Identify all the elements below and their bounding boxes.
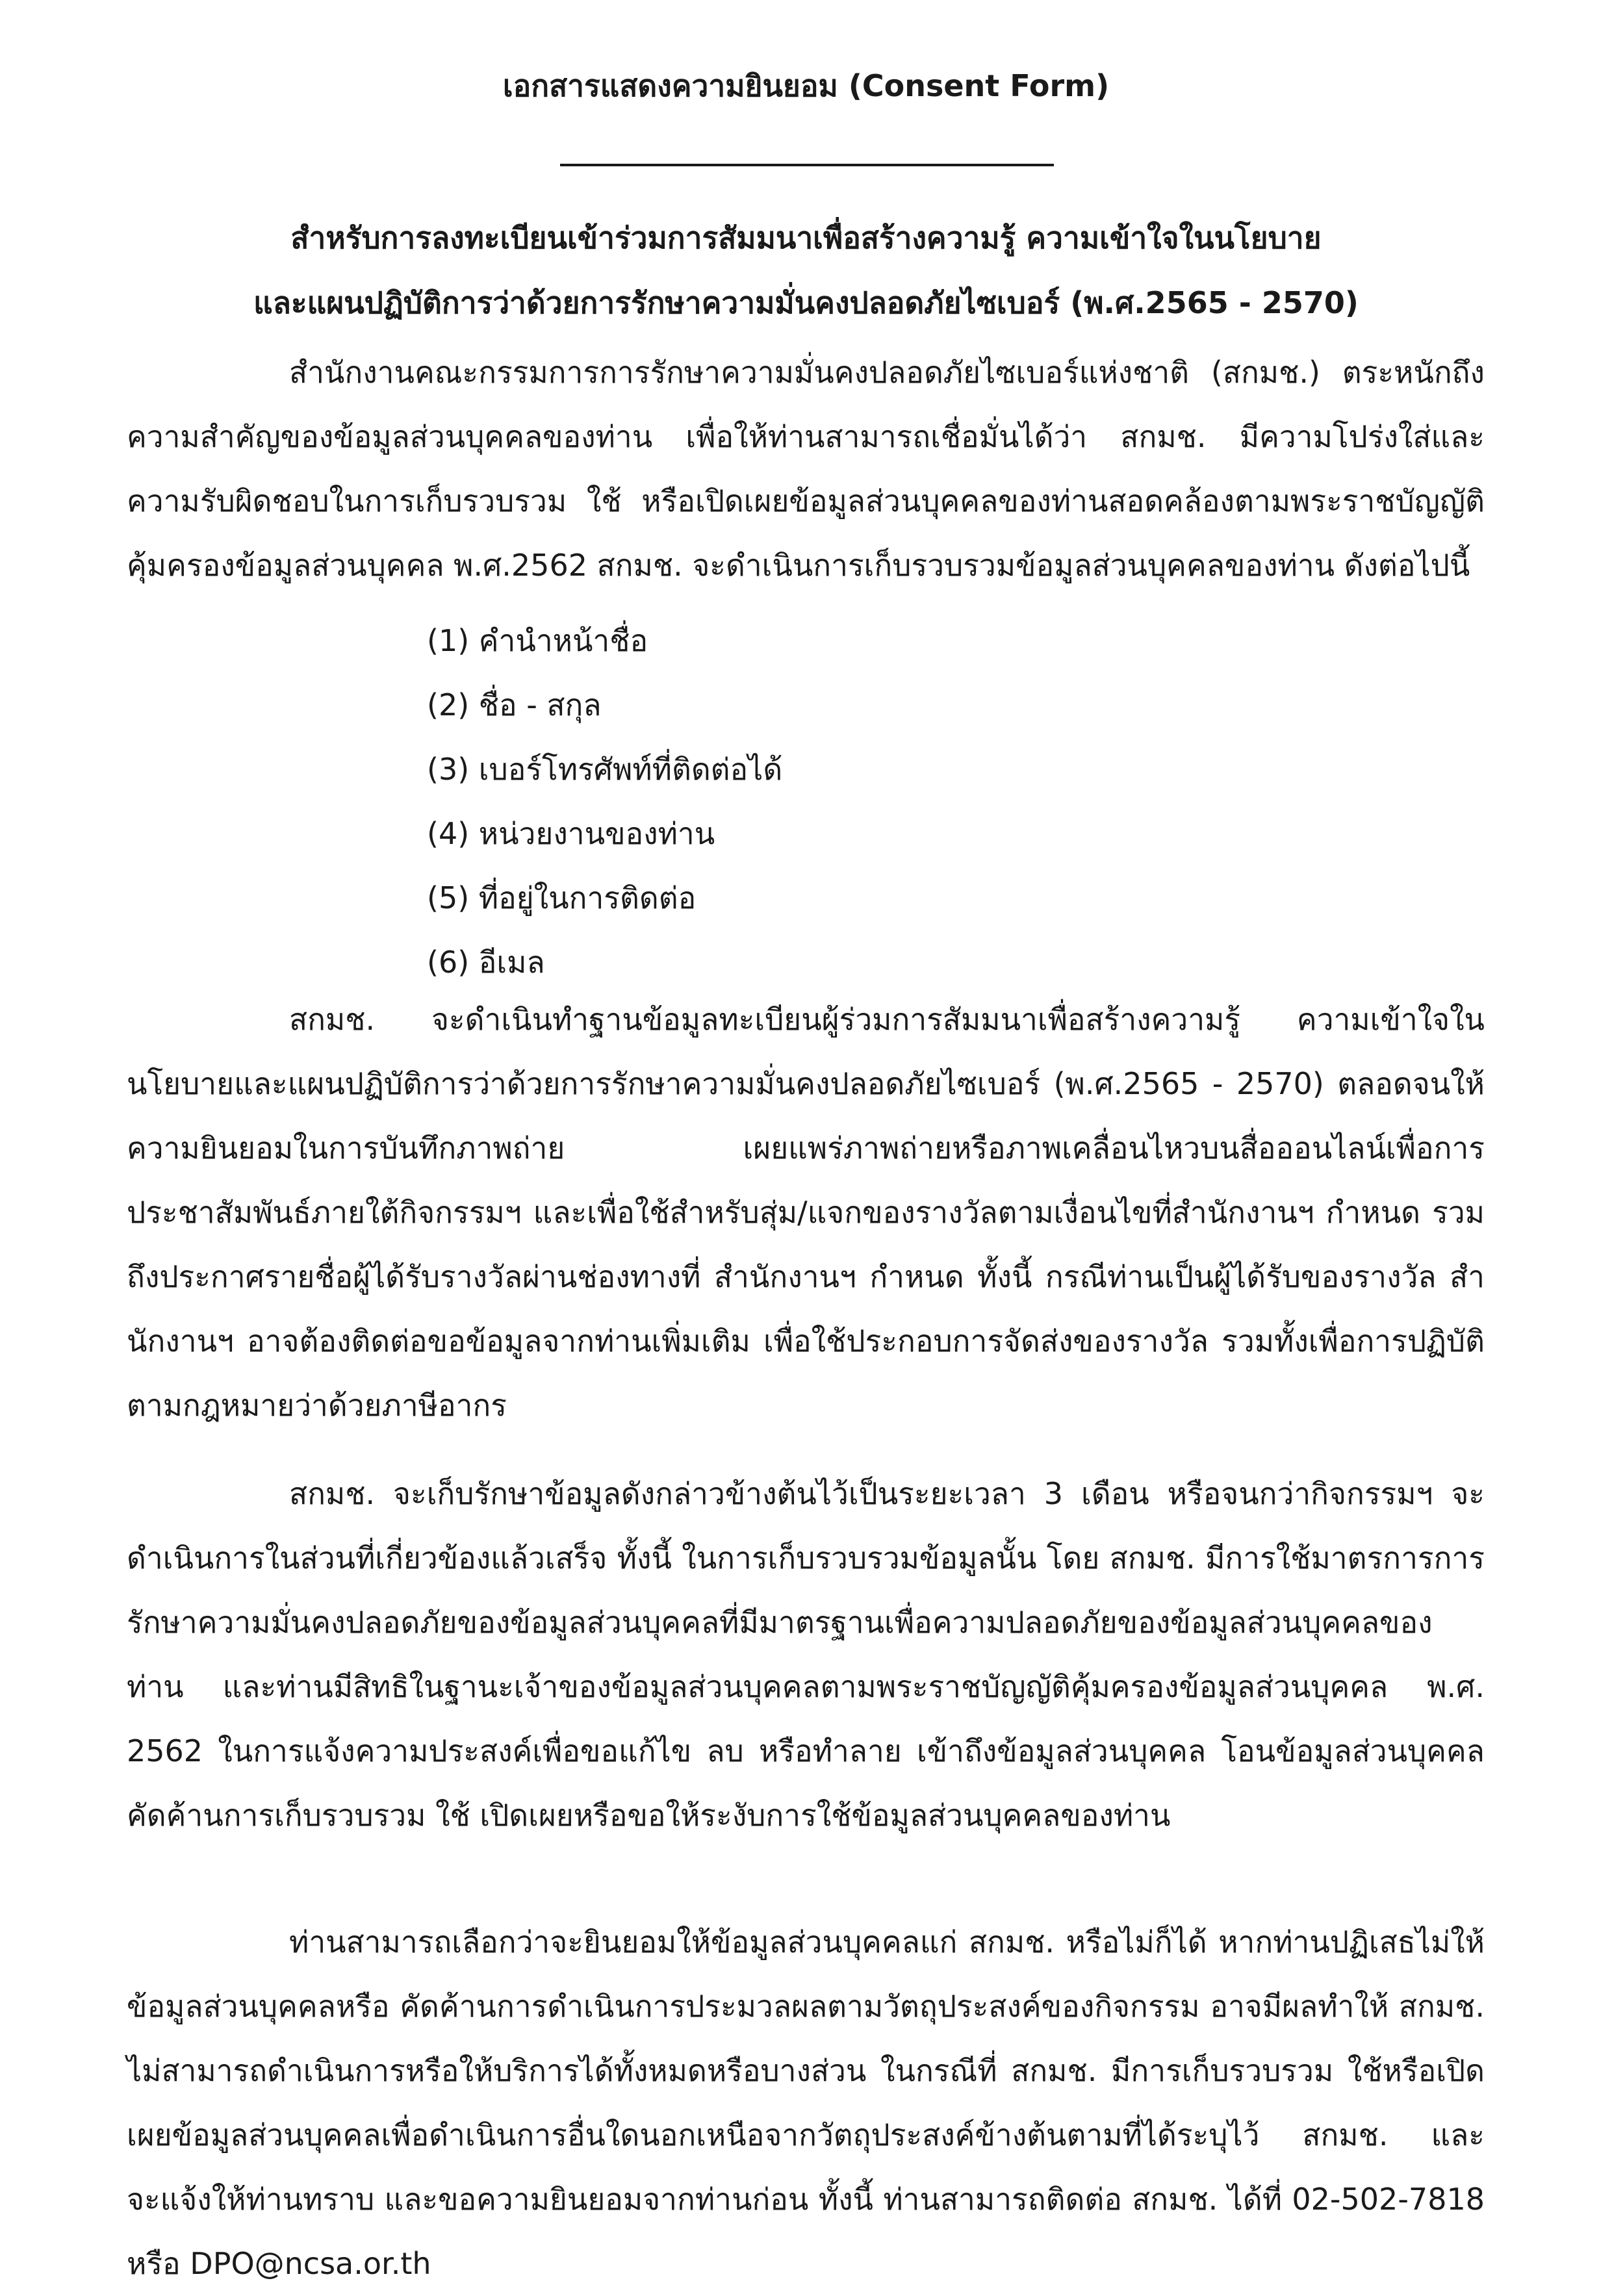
document-subtitle-line-1: สำหรับการลงทะเบียนเข้าร่วมการสัมมนาเพื่อสร้างความรู้ ความเข้าใจในนโยบาย bbox=[290, 220, 1322, 255]
document-title: เอกสารแสดงความยินยอม (Consent Form) bbox=[502, 68, 1110, 103]
list-item: (1) คำนำหน้าชื่อ bbox=[427, 623, 648, 658]
list-item: (5) ที่อยู่ในการติดต่อ bbox=[427, 880, 697, 915]
personal-data-list bbox=[427, 609, 782, 995]
document-subtitle-line-2: และแผนปฏิบัติการว่าด้วยการรักษาความมั่นคงปลอดภัยไซเบอร์ (พ.ศ.2565 - 2570) bbox=[253, 285, 1359, 320]
intro-paragraph: สำนักงานคณะกรรมการการรักษาความมั่นคงปลอดภัยไซเบอร์แห่งชาติ (สกมช.) ตระหนักถึงความสำคัญของข้อมูลส่วนบุคคลของท่าน เพื่อให้ท่านสามารถเชื่อมั่นได้ว่า สกมช. มีความโปร่งใส่และความรับผิดชอบในการเก็บรวบรวม ใช้ หรือเปิดเผยข้อมูลส่วนบุคคลของท่านสอดคล้องตามพระราชบัญญัติคุ้มครองข้อมูลส่วนบุคคล พ.ศ.2562 สกมช. จะดำเนินการเก็บรวบรวมข้อมูลส่วนบุคคลของท่าน ดังต่อไปนี้ bbox=[127, 355, 1485, 583]
list-item: (3) เบอร์โทรศัพท์ที่ติดต่อได้ bbox=[427, 752, 783, 787]
list-item: (4) หน่วยงานของท่าน bbox=[427, 816, 715, 851]
list-item: (6) อีเมล bbox=[427, 945, 545, 980]
title-underline bbox=[560, 164, 1054, 166]
retention-paragraph: สกมช. จะเก็บรักษาข้อมูลดังกล่าวข้างต้นไว้เป็นระยะเวลา 3 เดือน หรือจนกว่ากิจกรรมฯ จะดำเนินการในส่วนที่เกี่ยวข้องแล้วเสร็จ ทั้งนี้ ในการเก็บรวบรวมข้อมูลนั้น โดย สกมช. มีการใช้มาตรการการรักษาความมั่นคงปลอดภัยของข้อมูลส่วนบุคคลที่มีมาตรฐานเพื่อความปลอดภัยของข้อมูลส่วนบุคคลของท่าน และท่านมีสิทธิในฐานะเจ้าของข้อมูลส่วนบุคคลตามพระราชบัญญัติคุ้มครองข้อมูลส่วนบุคคล พ.ศ. 2562 ในการแจ้งความประสงค์เพื่อขอแก้ไข ลบ หรือทำลาย เข้าถึงข้อมูลส่วนบุคคล โอนข้อมูลส่วนบุคคล คัดค้านการเก็บรวบรวม ใช้ เปิดเผยหรือขอให้ระงับการใช้ข้อมูลส่วนบุคคลของท่าน bbox=[127, 1476, 1485, 1833]
purpose-paragraph: สกมช. จะดำเนินทำฐานข้อมูลทะเบียนผู้ร่วมการสัมมนาเพื่อสร้างความรู้ ความเข้าใจในนโยบายและแผนปฏิบัติการว่าด้วยการรักษาความมั่นคงปลอดภัยไซเบอร์ (พ.ศ.2565 - 2570) ตลอดจนให้ความยินยอมในการบันทึกภาพถ่าย เผยแพร่ภาพถ่ายหรือภาพเคลื่อนไหวบนสื่อออนไลน์เพื่อการประชาสัมพันธ์ภายใต้กิจกรรมฯ และเพื่อใช้สำหรับสุ่ม/แจกของรางวัลตามเงื่อนไขที่สำนักงานฯ กำหนด รวมถึงประกาศรายชื่อผู้ได้รับรางวัลผ่านช่องทางที่ สำนักงานฯ กำหนด ทั้งนี้ กรณีท่านเป็นผู้ได้รับของรางวัล สำนักงานฯ อาจต้องติดต่อขอข้อมูลจากท่านเพิ่มเติม เพื่อใช้ประกอบการจัดส่งของรางวัล รวมทั้งเพื่อการปฏิบัติ ตามกฎหมายว่าด้วยภาษีอากร bbox=[127, 1002, 1485, 1423]
list-item: (2) ชื่อ - สกุล bbox=[427, 687, 602, 722]
consent-choice-paragraph: ท่านสามารถเลือกว่าจะยินยอมให้ข้อมูลส่วนบุคคลแก่ สกมช. หรือไม่ก็ได้ หากท่านปฏิเสธไม่ให้ข้อมูลส่วนบุคคลหรือ คัดค้านการดำเนินการประมวลผลตามวัตถุประสงค์ของกิจกรรม อาจมีผลทำให้ สกมช. ไม่สามารถดำเนินการหรือให้บริการได้ทั้งหมดหรือบางส่วน ในกรณีที่ สกมช. มีการเก็บรวบรวม ใช้หรือเปิดเผยข้อมูลส่วนบุคคลเพื่อดำเนินการอื่นใดนอกเหนือจากวัตถุประสงค์ข้างต้นตามที่ได้ระบุไว้ สกมช. และจะแจ้งให้ท่านทราบ และขอความยินยอมจากท่านก่อน ทั้งนี้ ท่านสามารถติดต่อ สกมช. ได้ที่ 02-502-7818 หรือ DPO@ncsa.or.th bbox=[127, 1924, 1485, 2281]
